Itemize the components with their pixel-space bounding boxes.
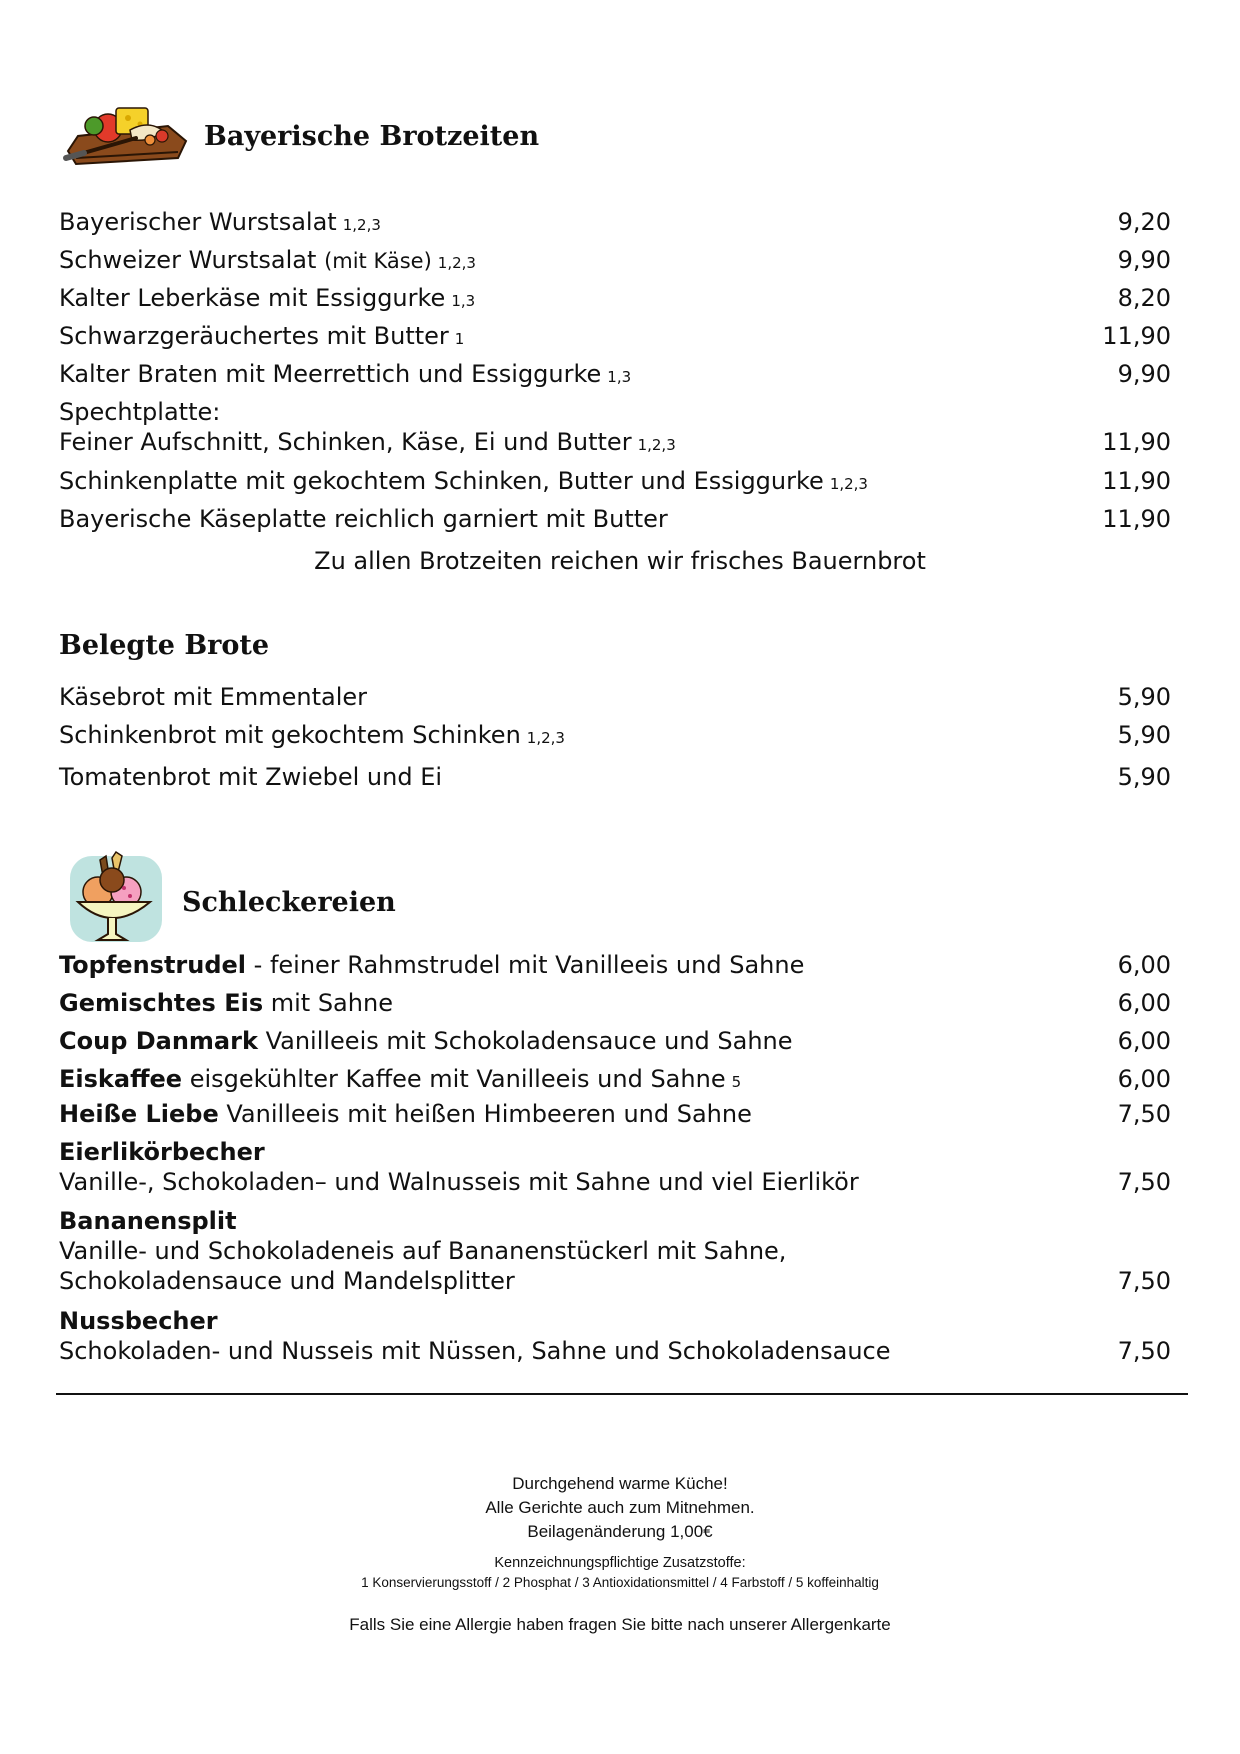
item-name: Schinkenbrot mit gekochtem Schinken bbox=[59, 721, 521, 749]
additives-marker: 1,2,3 bbox=[437, 254, 476, 272]
item-name: Eierlikörbecher bbox=[59, 1138, 265, 1166]
item-description: Vanille-, Schokoladen– und Walnusseis mit Sahne und viel Eierlikör bbox=[59, 1168, 859, 1196]
item-price: 9,90 bbox=[1117, 246, 1171, 274]
item-name: Nussbecher bbox=[59, 1307, 218, 1335]
menu-item bbox=[59, 1206, 1171, 1296]
item-price: 7,50 bbox=[1117, 1267, 1171, 1295]
item-extra: (mit Käse) bbox=[324, 249, 432, 273]
item-name: Kalter Braten mit Meerrettich und Essiggurke bbox=[59, 360, 602, 388]
item-price: 6,00 bbox=[1117, 1065, 1171, 1093]
item-price: 7,50 bbox=[1117, 1100, 1171, 1128]
item-price: 11,90 bbox=[1102, 322, 1171, 350]
allergy-note: Falls Sie eine Allergie haben fragen Sie bitte nach unserer Allergenkarte bbox=[349, 1615, 891, 1634]
section-header-schleckereien bbox=[60, 848, 396, 952]
brotzeit-board-icon bbox=[58, 96, 192, 176]
section-title: Belegte Brote bbox=[59, 630, 270, 661]
item-price: 7,50 bbox=[1117, 1168, 1171, 1196]
additives-title: Kennzeichnungspflichtige Zusatzstoffe: bbox=[494, 1555, 746, 1571]
item-price: 6,00 bbox=[1117, 989, 1171, 1017]
item-name: Heiße Liebe bbox=[59, 1100, 219, 1128]
item-price: 6,00 bbox=[1117, 1027, 1171, 1055]
menu-item bbox=[59, 283, 1171, 316]
section-header-brote bbox=[59, 630, 269, 661]
additives-marker: 1,3 bbox=[607, 368, 632, 386]
additives-marker: 1,2,3 bbox=[829, 475, 868, 493]
item-price: 5,90 bbox=[1117, 721, 1171, 749]
item-description: Schokoladen- und Nusseis mit Nüssen, Sahne und Schokoladensauce bbox=[59, 1337, 891, 1365]
menu-item bbox=[59, 988, 1171, 1018]
section-title: Bayerische Brotzeiten bbox=[204, 120, 540, 152]
item-price: 8,20 bbox=[1117, 284, 1171, 312]
item-name: Schwarzgeräuchertes mit Butter bbox=[59, 322, 449, 350]
additives-marker: 1,2,3 bbox=[637, 436, 676, 454]
item-name: Bayerische Käseplatte reichlich garniert mit Butter bbox=[59, 505, 668, 533]
menu-item bbox=[59, 950, 1171, 980]
item-price: 5,90 bbox=[1117, 763, 1171, 791]
menu-item bbox=[59, 321, 1171, 354]
menu-item bbox=[59, 1026, 1171, 1056]
menu-item bbox=[59, 207, 1171, 240]
menu-item bbox=[59, 720, 1171, 753]
item-name: Topfenstrudel bbox=[59, 951, 247, 979]
item-price: 5,90 bbox=[1117, 683, 1171, 711]
footer-additives bbox=[0, 1554, 1240, 1592]
additives-marker: 1 bbox=[454, 330, 465, 348]
item-name: Bananensplit bbox=[59, 1207, 237, 1235]
item-name: Schinkenplatte mit gekochtem Schinken, Butter und Essiggurke bbox=[59, 467, 824, 495]
item-name: Kalter Leberkäse mit Essiggurke bbox=[59, 284, 446, 312]
footer-info bbox=[0, 1472, 1240, 1544]
menu-item bbox=[59, 245, 1171, 278]
item-name: Schweizer Wurstsalat bbox=[59, 246, 317, 274]
item-description: Vanille- und Schokoladeneis auf Bananenstückerl mit Sahne, bbox=[59, 1237, 787, 1265]
divider bbox=[56, 1393, 1188, 1395]
item-price: 9,20 bbox=[1117, 208, 1171, 236]
menu-item bbox=[59, 762, 1171, 792]
item-name: Käsebrot mit Emmentaler bbox=[59, 683, 367, 711]
item-name: Spechtplatte: bbox=[59, 398, 221, 426]
additives-list: 1 Konservierungsstoff / 2 Phosphat / 3 Antioxidationsmittel / 4 Farbstoff / 5 koffeinhaltig bbox=[361, 1575, 879, 1590]
item-description: mit Sahne bbox=[263, 989, 393, 1017]
menu-item bbox=[59, 397, 1171, 460]
menu-item bbox=[59, 466, 1171, 499]
menu-item bbox=[59, 1064, 1171, 1097]
item-name: Gemischtes Eis bbox=[59, 989, 264, 1017]
item-price: 11,90 bbox=[1102, 505, 1171, 533]
menu-item bbox=[59, 359, 1171, 392]
ice-cream-sundae-icon bbox=[60, 848, 172, 952]
item-name: Tomatenbrot mit Zwiebel und Ei bbox=[59, 763, 443, 791]
footer-line: Durchgehend warme Küche! bbox=[512, 1474, 728, 1493]
brotzeiten-note: Zu allen Brotzeiten reichen wir frisches Bauernbrot bbox=[314, 547, 926, 575]
item-price: 11,90 bbox=[1102, 428, 1171, 456]
footer-line: Beilagenänderung 1,00€ bbox=[527, 1522, 713, 1541]
item-description: Feiner Aufschnitt, Schinken, Käse, Ei und Butter bbox=[59, 428, 632, 456]
menu-item bbox=[59, 1137, 1171, 1197]
item-description: Vanilleeis mit heißen Himbeeren und Sahne bbox=[218, 1100, 752, 1128]
menu-item bbox=[59, 1306, 1171, 1366]
menu-item bbox=[59, 504, 1171, 534]
item-name: Bayerischer Wurstsalat bbox=[59, 208, 337, 236]
additives-marker: 1,3 bbox=[451, 292, 476, 310]
item-description: eisgekühlter Kaffee mit Vanilleeis und Sahne bbox=[182, 1065, 726, 1093]
additives-marker: 1,2,3 bbox=[526, 729, 565, 747]
item-price: 9,90 bbox=[1117, 360, 1171, 388]
section-title: Schleckereien bbox=[182, 886, 396, 918]
item-name: Coup Danmark bbox=[59, 1027, 258, 1055]
item-name: Eiskaffee bbox=[59, 1065, 183, 1093]
section-header-brotzeiten bbox=[58, 96, 539, 176]
item-description: - feiner Rahmstrudel mit Vanilleeis und Sahne bbox=[246, 951, 805, 979]
footer-line: Alle Gerichte auch zum Mitnehmen. bbox=[485, 1498, 755, 1517]
additives-marker: 1,2,3 bbox=[342, 216, 381, 234]
item-price: 7,50 bbox=[1117, 1337, 1171, 1365]
additives-marker: 5 bbox=[731, 1073, 742, 1091]
menu-item bbox=[59, 1099, 1171, 1129]
item-price: 11,90 bbox=[1102, 467, 1171, 495]
item-description: Schokoladensauce und Mandelsplitter bbox=[59, 1267, 515, 1295]
item-description: Vanilleeis mit Schokoladensauce und Sahne bbox=[257, 1027, 793, 1055]
item-price: 6,00 bbox=[1117, 951, 1171, 979]
menu-item bbox=[59, 682, 1171, 712]
